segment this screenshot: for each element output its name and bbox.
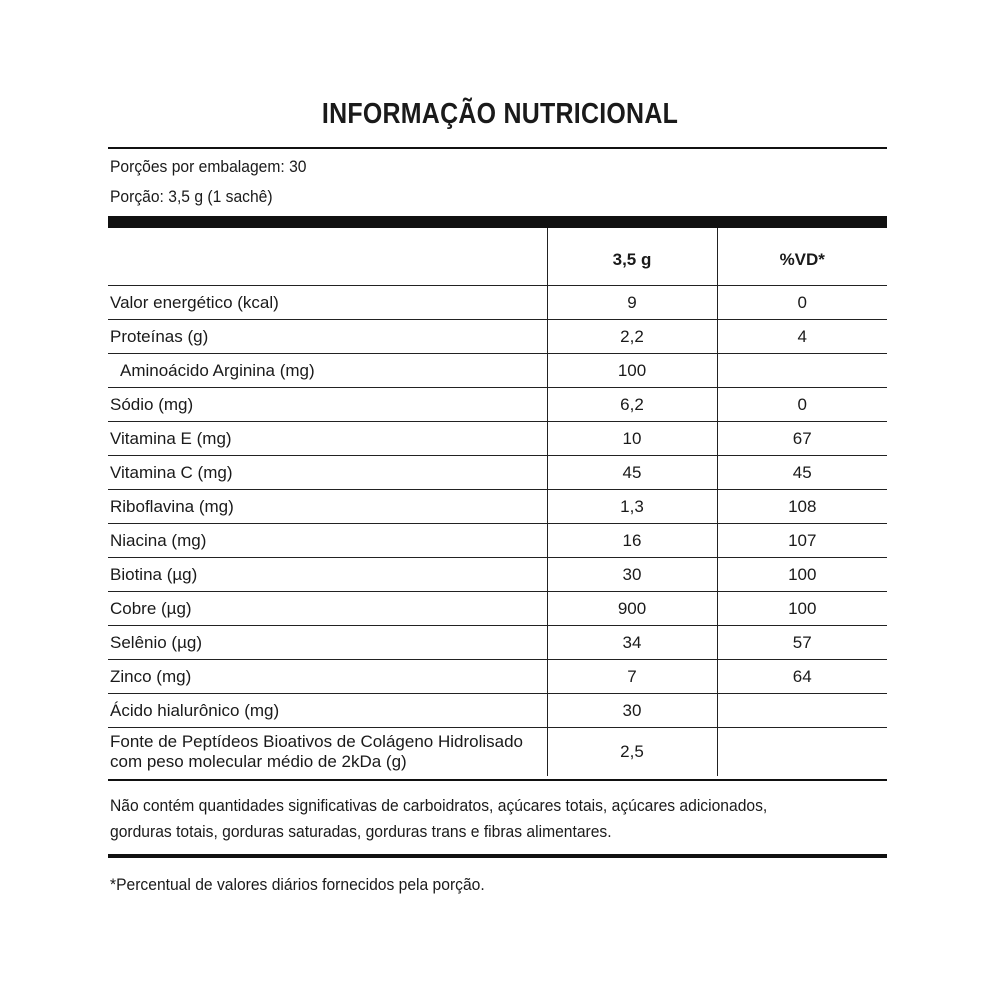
header-daily-value: %VD* — [717, 228, 887, 286]
nutrient-amount: 45 — [547, 456, 717, 490]
nutrient-name: Niacina (mg) — [108, 524, 547, 558]
nutrient-daily-value: 64 — [717, 660, 887, 694]
table-row — [108, 660, 887, 694]
nutrient-daily-value: 4 — [717, 320, 887, 354]
nutrient-daily-value: 107 — [717, 524, 887, 558]
nutrient-amount: 30 — [547, 558, 717, 592]
nutrition-rows — [108, 286, 887, 777]
table-row — [108, 558, 887, 592]
nutrient-daily-value: 100 — [717, 592, 887, 626]
daily-value-footnote-text: *Percentual de valores diários fornecidos pela porção. — [110, 875, 485, 894]
table-row — [108, 422, 887, 456]
servings-per-package — [110, 157, 324, 177]
nutrient-name: Vitamina E (mg) — [108, 422, 547, 456]
nutrition-title: INFORMAÇÃO NUTRICIONAL — [321, 98, 679, 130]
table-row — [108, 626, 887, 660]
servings-per-package-text: Porções por embalagem: 30 — [110, 157, 307, 176]
nutrient-amount: 9 — [547, 286, 717, 320]
notes-divider — [108, 779, 887, 781]
table-row — [108, 490, 887, 524]
nutrient-daily-value: 57 — [717, 626, 887, 660]
nutrient-name: Ácido hialurônico (mg) — [108, 694, 547, 728]
nutrient-amount: 2,5 — [547, 728, 717, 777]
nutrient-daily-value: 0 — [717, 388, 887, 422]
nutrient-amount: 10 — [547, 422, 717, 456]
nutrient-amount: 30 — [547, 694, 717, 728]
table-row — [108, 388, 887, 422]
nutrient-daily-value: 67 — [717, 422, 887, 456]
nutrient-name: Sódio (mg) — [108, 388, 547, 422]
nutrient-daily-value: 0 — [717, 286, 887, 320]
nutrient-daily-value: 45 — [717, 456, 887, 490]
nutrient-name: Vitamina C (mg) — [108, 456, 547, 490]
nutrient-daily-value: 100 — [717, 558, 887, 592]
table-row — [108, 592, 887, 626]
table-row — [108, 320, 887, 354]
not-significant-note — [110, 793, 824, 845]
nutrient-name: Riboflavina (mg) — [108, 490, 547, 524]
nutrient-amount: 2,2 — [547, 320, 717, 354]
header-nutrient — [108, 228, 547, 286]
table-row — [108, 694, 887, 728]
nutrient-name: Selênio (µg) — [108, 626, 547, 660]
nutrient-amount: 7 — [547, 660, 717, 694]
nutrient-name: Fonte de Peptídeos Bioativos de Colágeno Hidrolisado com peso molecular médio de 2kDa (g) — [110, 732, 523, 771]
thick-divider — [108, 216, 887, 228]
nutrient-amount: 1,3 — [547, 490, 717, 524]
table-row — [108, 286, 887, 320]
table-row — [108, 524, 887, 558]
nutrient-amount: 6,2 — [547, 388, 717, 422]
nutrient-name: Cobre (µg) — [108, 592, 547, 626]
daily-value-footnote — [110, 872, 517, 898]
nutrient-daily-value — [717, 728, 887, 777]
nutrient-daily-value: 108 — [717, 490, 887, 524]
nutrient-name: Valor energético (kcal) — [108, 286, 547, 320]
nutrient-daily-value — [717, 354, 887, 388]
nutrient-name: Biotina (µg) — [108, 558, 547, 592]
nutrient-amount: 900 — [547, 592, 717, 626]
table-row — [108, 456, 887, 490]
nutrient-name: Zinco (mg) — [108, 660, 547, 694]
nutrient-name: Proteínas (g) — [108, 320, 547, 354]
table-row — [108, 354, 887, 388]
footnote-divider — [108, 854, 887, 858]
nutrition-table — [108, 228, 887, 776]
nutrient-amount: 34 — [547, 626, 717, 660]
not-significant-line-2: gorduras totais, gorduras saturadas, gorduras trans e fibras alimentares. — [110, 822, 612, 841]
title-divider — [108, 147, 887, 149]
serving-size — [110, 187, 287, 207]
nutrient-amount: 16 — [547, 524, 717, 558]
nutrient-daily-value — [717, 694, 887, 728]
table-header-row — [108, 228, 887, 286]
not-significant-line-1: Não contém quantidades significativas de carboidratos, açúcares totais, açúcares adicionados, — [110, 796, 768, 815]
header-amount: 3,5 g — [547, 228, 717, 286]
serving-size-text: Porção: 3,5 g (1 sachê) — [110, 187, 273, 206]
nutrient-amount: 100 — [547, 354, 717, 388]
table-row — [108, 728, 887, 777]
nutrient-name: Aminoácido Arginina (mg) — [108, 354, 547, 388]
